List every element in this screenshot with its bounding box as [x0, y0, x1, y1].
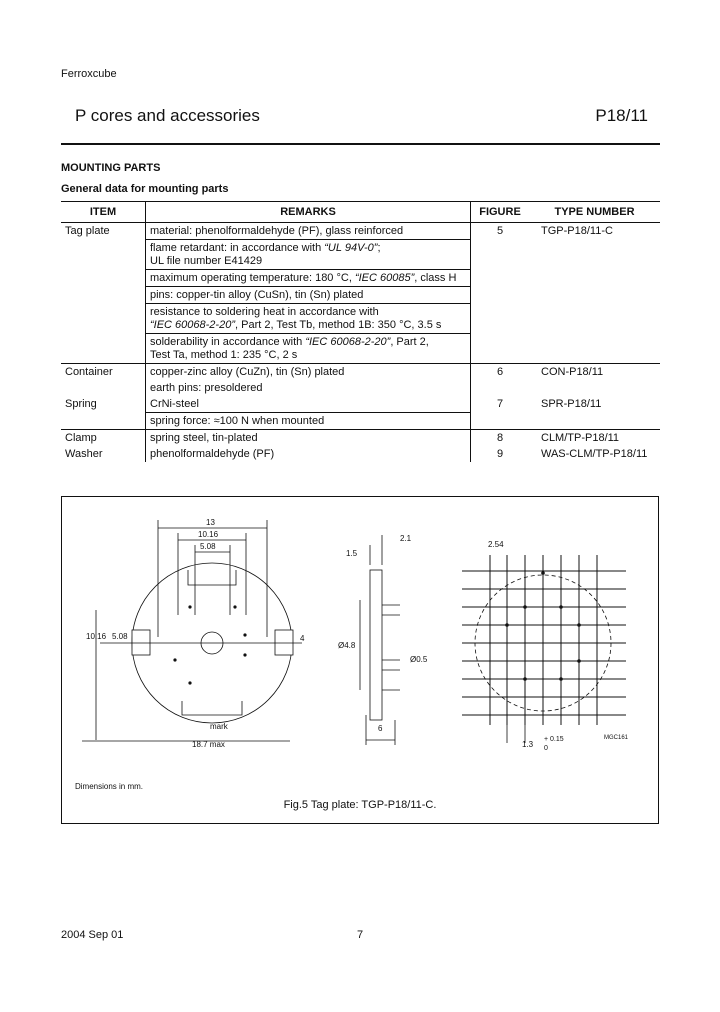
- table-row: [61, 446, 660, 462]
- remark: resistance to soldering heat in accordance with “IEC 60068-2-20”, Part 2, Test Tb, method 1B: 350 °C, 3.5 s: [146, 304, 471, 334]
- section-heading: MOUNTING PARTS: [61, 162, 161, 174]
- item-washer: Washer: [61, 446, 146, 462]
- dim-10-16-v: 10.16: [86, 632, 107, 641]
- figure-ref: 7: [496, 398, 504, 410]
- dim-10-16: 10.16: [198, 530, 219, 539]
- part-number: P18/11: [595, 106, 648, 125]
- tag-plate-drawing: [70, 515, 652, 755]
- dim-0-5: Ø0.5: [410, 655, 428, 664]
- table-row: [61, 364, 660, 381]
- dim-6: 6: [378, 724, 383, 733]
- mounting-parts-table: [61, 201, 660, 462]
- remark: flame retardant: in accordance with “UL 94V-0”; UL file number E41429: [146, 240, 471, 270]
- remark: spring steel, tin-plated: [146, 430, 471, 447]
- page-number: 7: [357, 929, 364, 941]
- remark: copper-zinc alloy (CuZn), tin (Sn) plated: [146, 364, 471, 381]
- header-remarks: REMARKS: [146, 202, 471, 223]
- type-number: WAS-CLM/TP-P18/11: [541, 448, 648, 460]
- header-item: ITEM: [61, 202, 146, 223]
- remark: solderability in accordance with “IEC 60068-2-20”, Part 2, Test Ta, method 1: 235 °C, 2 s: [146, 334, 471, 364]
- item-container: Container: [61, 364, 146, 397]
- item-tag-plate: Tag plate: [61, 223, 146, 364]
- type-number: TGP-P18/11-C: [541, 225, 613, 237]
- header-rule: [61, 143, 660, 145]
- dim-13: 13: [206, 518, 215, 527]
- dim-5-08: 5.08: [200, 542, 216, 551]
- dim-5-08-v: 5.08: [112, 632, 128, 641]
- header-figure: FIGURE: [471, 202, 530, 223]
- figure-ref: 9: [496, 448, 504, 460]
- page-title: P cores and accessories: [75, 106, 260, 125]
- item-clamp: Clamp: [61, 430, 146, 447]
- drawing-code: MGC161: [604, 735, 629, 741]
- remark: maximum operating temperature: 180 °C, “IEC 60085”, class H: [146, 270, 471, 287]
- dim-2-54: 2.54: [488, 540, 504, 549]
- dimensions-note: Dimensions in mm.: [75, 782, 144, 791]
- dim-1-5: 1.5: [346, 549, 358, 558]
- type-number: SPR-P18/11: [541, 398, 602, 410]
- figure-ref: 8: [496, 432, 504, 444]
- remark: phenolformaldehyde (PF): [146, 446, 471, 462]
- table-row: [61, 430, 660, 447]
- section-subheading: General data for mounting parts: [61, 183, 229, 195]
- footer-date: 2004 Sep 01: [61, 929, 124, 941]
- table-header-row: [61, 202, 660, 223]
- mark-label: mark: [210, 722, 228, 731]
- figure-ref: 5: [496, 225, 504, 237]
- type-number: CON-P18/11: [541, 366, 604, 378]
- dim-2-1: 2.1: [400, 534, 412, 543]
- item-spring: Spring: [61, 396, 146, 430]
- figure-ref: 6: [496, 366, 504, 378]
- table-row: [61, 223, 660, 240]
- dim-tol-zero: 0: [544, 745, 548, 752]
- remark: earth pins: presoldered: [146, 380, 471, 396]
- dim-1-3: 1.3: [522, 740, 534, 749]
- figure-caption: Fig.5 Tag plate: TGP-P18/11-C.: [283, 799, 437, 811]
- dim-4-8: Ø4.8: [338, 641, 356, 650]
- type-number: CLM/TP-P18/11: [541, 432, 620, 444]
- remark: pins: copper-tin alloy (CuSn), tin (Sn) plated: [146, 287, 471, 304]
- company-name: Ferroxcube: [61, 68, 117, 80]
- dim-18-7: 18.7 max: [192, 740, 225, 749]
- dim-tol-plus: + 0.15: [544, 736, 564, 743]
- table-row: [61, 396, 660, 413]
- remark: material: phenolformaldehyde (PF), glass reinforced: [146, 223, 471, 240]
- remark: spring force: ≈100 N when mounted: [146, 413, 471, 430]
- dim-4: 4: [300, 634, 305, 643]
- header-type: TYPE NUMBER: [529, 202, 660, 223]
- remark: CrNi-steel: [146, 396, 471, 413]
